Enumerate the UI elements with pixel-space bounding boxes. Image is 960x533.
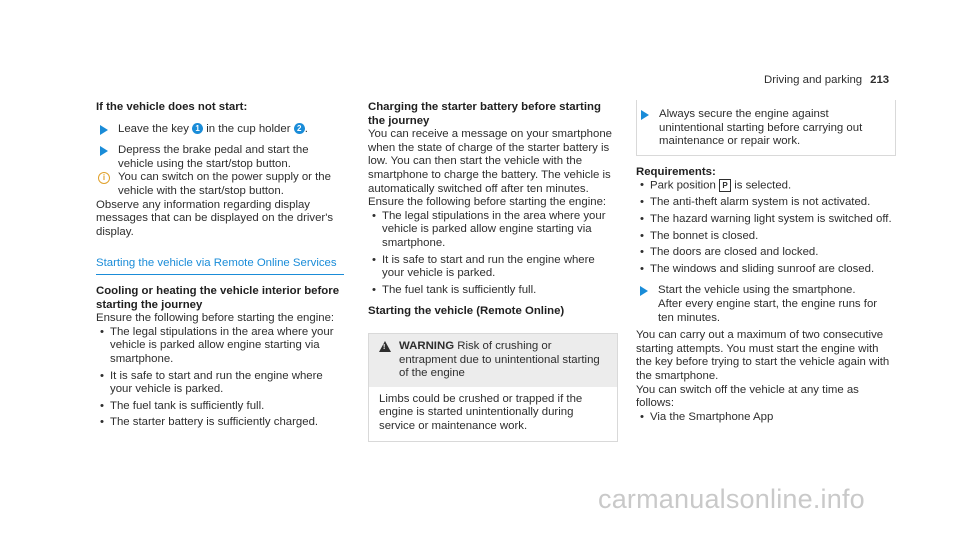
- heading-charging-battery: Charging the starter battery before starting the journey: [368, 101, 601, 127]
- section-title: Driving and parking: [764, 74, 863, 86]
- page-number: 213: [870, 74, 890, 86]
- heading-starting-remote: Starting the vehicle (Remote Online): [368, 305, 565, 318]
- step-text: in the cup holder: [206, 122, 291, 135]
- warning-body: Limbs could be crushed or trapped if the engine is started unintentionally during service or maintenance work.: [379, 392, 583, 432]
- list-item: • It is safe to start and run the engine where your vehicle is parked.: [368, 254, 618, 281]
- callout-number: 2: [294, 123, 305, 134]
- list-item: • The bonnet is closed.: [636, 230, 896, 244]
- step-arrow-icon: [640, 286, 648, 296]
- step-detail: After every engine start, the engine runs for ten minutes.: [658, 298, 878, 324]
- attempts-paragraph: You can carry out a maximum of two consecutive starting attempts. You must start the engine with the key before trying to start the vehicle again with the smartphone.: [636, 329, 890, 383]
- column-1: [96, 101, 346, 430]
- page-header: [764, 74, 889, 88]
- bullet-list: [368, 210, 618, 298]
- heading-requirements: Requirements:: [636, 165, 716, 178]
- note: [96, 171, 346, 198]
- warning-header: [369, 334, 617, 387]
- step-start-smartphone: [636, 284, 896, 325]
- heading-cooling-heating: Cooling or heating the vehicle interior before starting the journey: [96, 284, 340, 311]
- list-item: • It is safe to start and run the engine where your vehicle is parked.: [96, 370, 346, 397]
- park-position-icon: P: [719, 179, 731, 192]
- list-item: • The starter battery is sufficiently charged.: [96, 416, 346, 430]
- warning-box: [368, 333, 618, 443]
- column-2: [368, 101, 618, 442]
- list-item: • Via the Smartphone App: [636, 411, 896, 425]
- warning-title: Risk of crushing or entrapment due to unintentional starting of the engine: [399, 339, 600, 380]
- watermark: carmanualsonline.info: [598, 484, 865, 514]
- bullet-list: [636, 411, 896, 425]
- observe-text: Observe any information regarding display messages that can be displayed on the driver's display.: [96, 198, 334, 238]
- step-arrow-icon: [100, 125, 108, 135]
- req-text: is selected.: [734, 179, 792, 192]
- list-item: • The hazard warning light system is switched off.: [636, 213, 896, 227]
- column-3: [636, 101, 896, 424]
- list-item: • The legal stipulations in the area where your vehicle is parked allow engine starting via smartphone.: [96, 326, 346, 367]
- list-item: • The legal stipulations in the area where your vehicle is parked allow engine starting via smartphone.: [368, 210, 618, 251]
- bullet-list: [96, 326, 346, 430]
- step-text: Always secure the engine against unintentional starting before carrying out maintenance or repair work.: [659, 108, 863, 148]
- step-arrow-icon: [100, 146, 108, 156]
- step-text: Depress the brake pedal and start the vehicle using the start/stop button.: [118, 144, 309, 170]
- step-text: Leave the key: [118, 122, 189, 135]
- ensure-text: Ensure the following before starting the engine:: [96, 312, 335, 325]
- list-item: • The fuel tank is sufficiently full.: [96, 400, 346, 414]
- step-secure-engine: [637, 102, 887, 149]
- list-item: • The windows and sliding sunroof are closed.: [636, 263, 896, 277]
- step-text: Start the vehicle using the smartphone.: [658, 284, 856, 297]
- step-depress-brake: [96, 144, 346, 171]
- req-text: Park position: [650, 179, 716, 192]
- heading-vehicle-not-start: If the vehicle does not start:: [96, 101, 248, 113]
- warning-label: WARNING: [399, 339, 455, 352]
- warning-icon: !: [379, 341, 391, 352]
- list-item: • The doors are closed and locked.: [636, 246, 896, 260]
- step-arrow-icon: [641, 110, 649, 120]
- list-item: • The anti-theft alarm system is not activated.: [636, 196, 896, 210]
- note-text: You can switch on the power supply or the vehicle with the start/stop button.: [118, 171, 331, 197]
- ensure-text: Ensure the following before starting the engine:: [368, 196, 607, 209]
- link-remote-online[interactable]: [96, 257, 344, 275]
- list-item: • The fuel tank is sufficiently full.: [368, 284, 618, 298]
- list-item: [636, 179, 896, 193]
- charging-paragraph: You can receive a message on your smartphone when the state of charge of the starter battery is low. You can then start the vehicle with the smartphone to charge the battery. The vehicle is automatically switched off after ten minutes.: [368, 128, 612, 195]
- switch-off-paragraph: You can switch off the vehicle at any time as follows:: [636, 383, 859, 410]
- step-text: .: [304, 122, 308, 135]
- callout-number: 1: [192, 123, 203, 134]
- link-text[interactable]: Starting the vehicle via Remote Online Services: [96, 257, 337, 270]
- step-leave-key: [96, 123, 346, 137]
- requirements-list: [636, 179, 896, 276]
- info-icon: i: [98, 172, 110, 184]
- warning-continuation: [636, 100, 896, 156]
